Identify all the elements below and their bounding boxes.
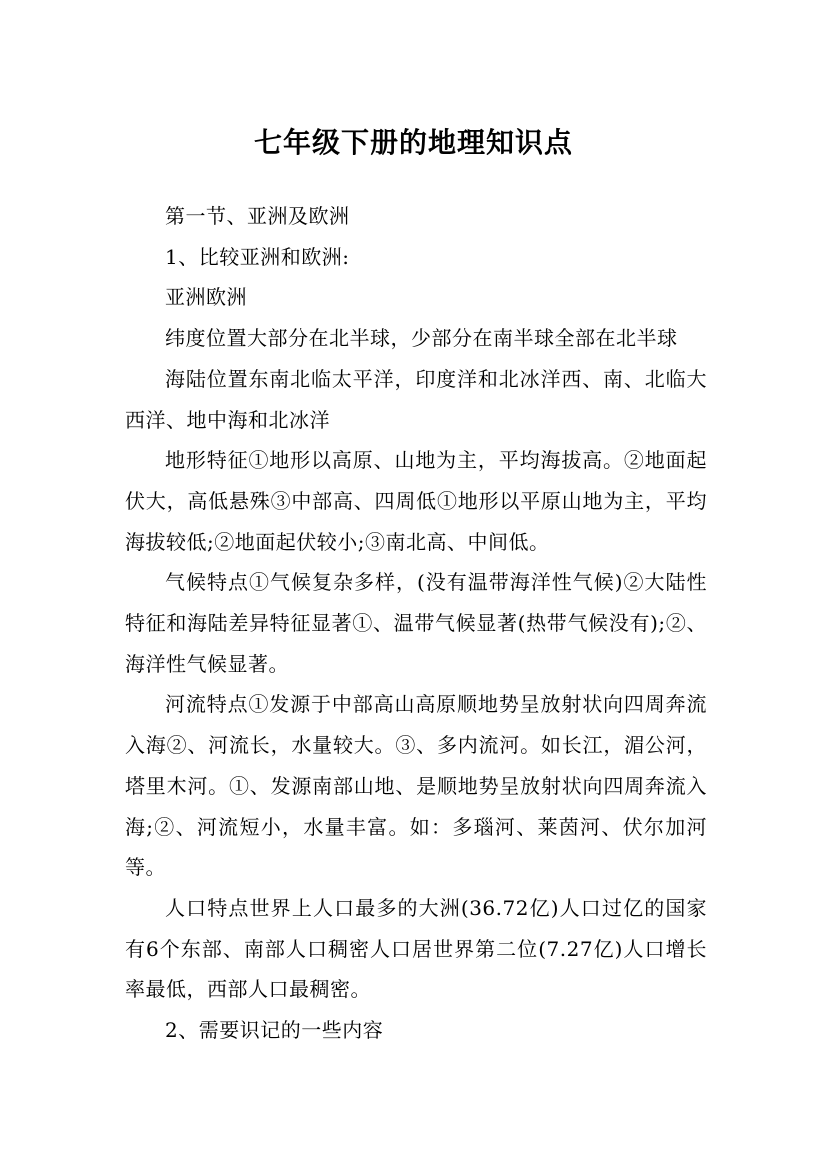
sea-land-paragraph: 海陆位置东南北临太平洋，印度洋和北冰洋西、南、北临大西洋、地中海和北冰洋 <box>125 366 707 432</box>
rivers-paragraph: 河流特点①发源于中部高山高原顺地势呈放射状向四周奔流入海②、河流长，水量较大。③、多内流河。如长江，湄公河，塔里木河。①、发源南部山地、是顺地势呈放射状向四周奔流入海;②、河流短小，水量丰富。如：多瑙河、莱茵河、伏尔加河等。 <box>125 692 707 880</box>
document-body <box>125 196 707 1051</box>
terrain-paragraph: 地形特征①地形以高原、山地为主，平均海拔高。②地面起伏大，高低悬殊③中部高、四周低①地形以平原山地为主，平均海拔较低;②地面起伏较小;③南北高、中间低。 <box>125 448 707 554</box>
document-title: 七年级下册的地理知识点 <box>253 125 573 159</box>
section-heading: 第一节、亚洲及欧洲 <box>165 204 350 228</box>
climate-paragraph: 气候特点①气候复杂多样，(没有温带海洋性气候)②大陆性特征和海陆差异特征显著①、温带气候显著(热带气候没有);②、海洋性气候显著。 <box>125 570 707 676</box>
latitude-paragraph: 纬度位置大部分在北半球，少部分在南半球全部在北半球 <box>165 326 678 351</box>
population-paragraph: 人口特点世界上人口最多的大洲(36.72亿)人口过亿的国家有6个东部、南部人口稠密人口居世界第二位(7.27亿)人口增长率最低，西部人口最稠密。 <box>125 895 707 1002</box>
subsection-heading-2: 2、需要识记的一些内容 <box>165 1018 384 1043</box>
subsection-heading: 1、比较亚洲和欧洲: <box>165 244 350 269</box>
comparison-header: 亚洲欧洲 <box>165 285 247 310</box>
